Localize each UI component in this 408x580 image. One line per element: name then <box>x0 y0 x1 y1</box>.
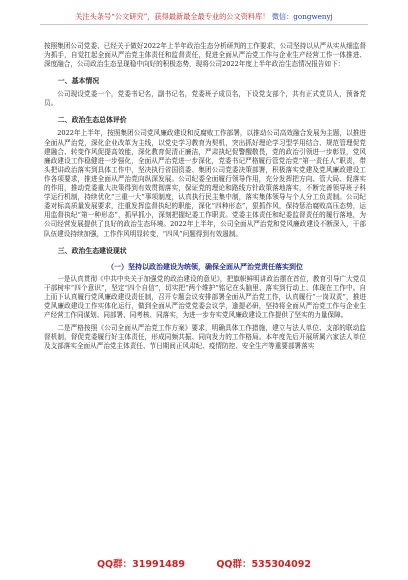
section-basic-body: 公司现设党委一个，党委书记名，副书记名，党委班子成员名，下设党支部个，共有正式党员人，预备党员。 <box>44 90 366 108</box>
header-divider <box>40 24 368 25</box>
subsection-paragraph-2: 二是严格按照《公司全面从严治党工作方案》要求，明确具体工作措施，建立与法人单位、支部的联动监督机制，督促党委履行好主体责任，形成同频共振、同向发力的工作格局。本年度先后开展所属六家法人单位及支部落实全面从严治党主体责任、节日期间正风肃纪、疫情防控、安全生产等重要部署落实 <box>44 324 366 351</box>
section-evaluation-title: 二、政治生态总体评价 <box>57 116 127 125</box>
section-evaluation-body: 2022年上半年，按照集团公司党风廉政建设和反腐败工作部署，以推动公司高效融合发展为主题，以推进全面从严治党，深化企业改革为主线，以党史学习教育为契机，突出抓好理论学习型学用结合、规范管理促党建融合、转变作风促提高效能，深化教育促清正廉洁，严肃执纪促警醒敬畏，党的政治引领进一步彰显，党风廉政建设工作稳健进一步强化，全面从严治党进一步深化，党委书记严格履行管党治党“第一责任人”职责，带头把讲政治落实到具体工作中，坚决执行省国资委、集团公司党委决策部署，积极落实党建及党风廉政建设工作各项要求，推进全面从严治党向纵深发展。公司纪委全面履行领导作用，充分发挥把方向、管大局、促落实的作用，推动党委重大决策得到有效贯彻落实，保证党的理论和路线方针政策落地落实，不断完善领导班子科学运行机制，持续优化“三重一大”事项制度，认真执行民主集中制，落实集体领导与个人分工负责制。公司纪委对标高质量发展要求，注重发挥监督执纪的职能，深化“四种形态”，狠抓作风，保持惩治腐败高压态势，运用监督执纪“第一种形态”，抓早抓小，深刻把握纪委工作职责。党委主体责任和纪委监督责任的履行落地，为公司经营发展提供了良好的政治生态环境。2022年上半年，公司全面从严治党和党风廉政建设不断深入，干部队伍建设持续加强，工作作风明显转变，“四风”问题得到有效遏制。 <box>44 129 366 238</box>
intro-paragraph: 按照集团公司党委、已经关于做好2022年上半年政治生态分析研判的工作要求，公司坚持以从严从实从细监督为抓手，自觉扛起全面从严治党主体责任和监督责任，促进全面从严治党工作与企业生产经营工作一体推进、深度融合，公司政治生态呈现稳中向好的积极态势，现将公司2022年度上半年政治生态情况报告如下： <box>44 42 366 69</box>
section-basic-title: 一、基本情况 <box>57 77 100 86</box>
subsection-paragraph-1: 一是认真贯彻《中共中央关于加强党的政治建设的意见》，把旗帜鲜明讲政治摆在首位，教育引导广大党员干部树牢“四个意识”，坚定“四个自信”，切实把“两个维护”铭记在头脑里、落实到行动上、体现在工作中。自上而下认真履行党风廉政建设责任制，召开专题会议安排部署全面从严治党工作，认真履行“一岗双责”，推进党风廉政建设工作实体化运行，做到全面从严治党党委会议学，逢提必研，坚持将全面从严治党工作与企业生产经营工作同谋划、同部署、同考核、同落实，为进一步夯实党风廉政建设工作提供了坚实的力量保障。 <box>44 274 366 319</box>
qq-group-1: QQ群：31991489 <box>96 559 186 570</box>
contact-footer <box>0 556 408 570</box>
qq-group-2: QQ群：535304092 <box>216 559 311 570</box>
document-body <box>44 30 366 351</box>
subsection-title: （一）坚持以政治建设为统领，确保全面从严治党责任落实到位 <box>107 261 303 271</box>
promo-header <box>0 12 408 22</box>
section-status-title: 三、政治生态建设现状 <box>57 246 127 255</box>
promo-text: 关注头条号“公文研究”，获得最新最全最专业的公文资料库！ <box>75 12 270 21</box>
wechat-id: 微信：gongwenyj <box>271 12 333 21</box>
